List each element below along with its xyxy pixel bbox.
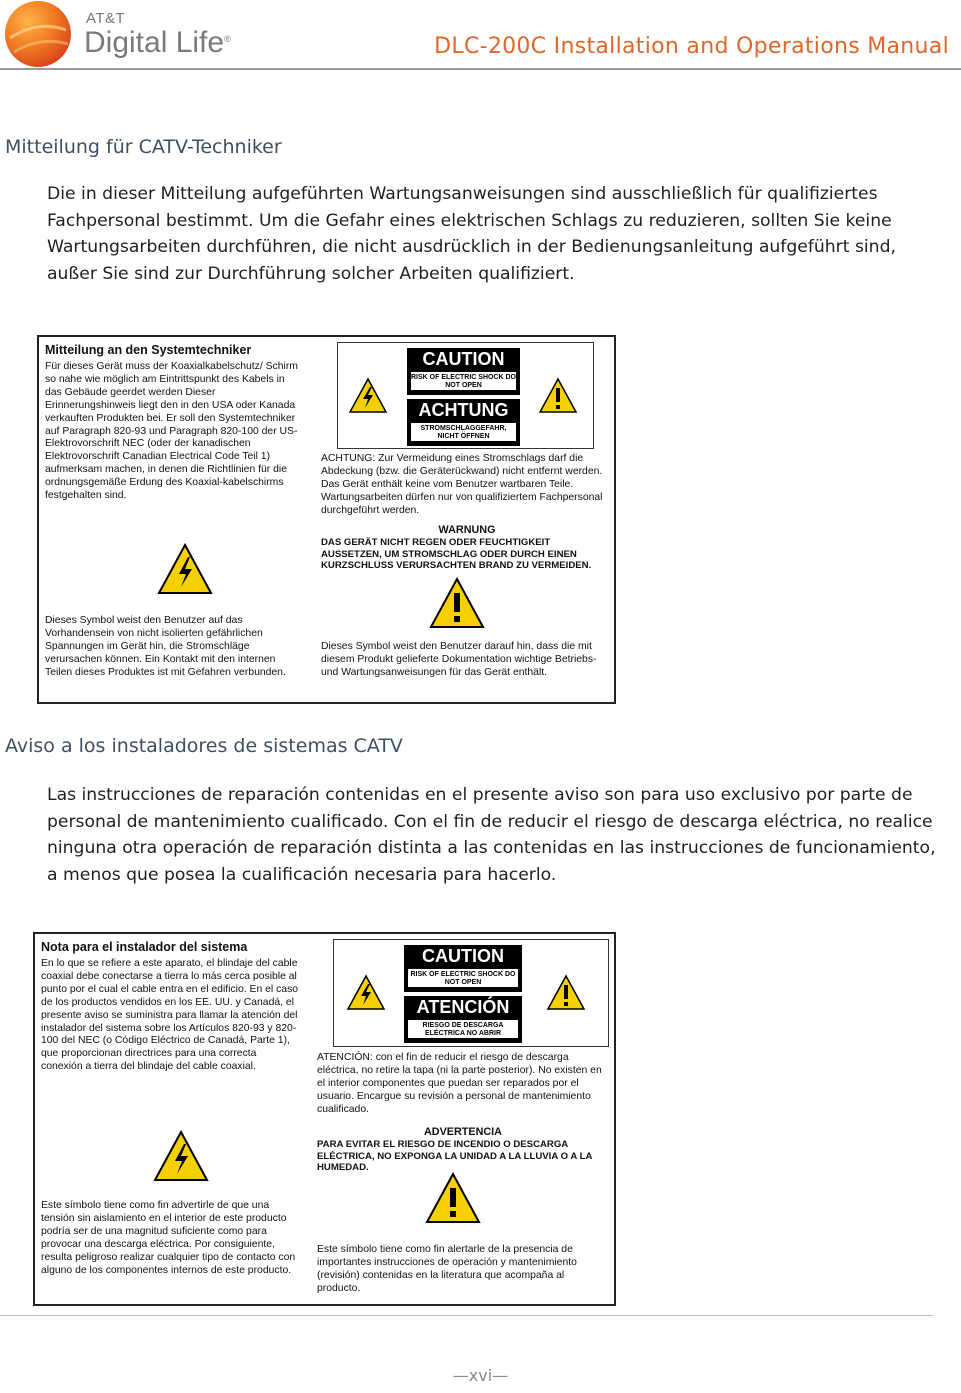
label-warning-body: DAS GERÄT NICHT REGEN ODER FEUCHTIGKEIT AUSSETZEN, UM STROMSCHLAG ODER DURCH EINEN KURZSCHLUSS VERURSACHTEN BRAND ZU VERMEIDEN. [321, 537, 592, 572]
label-left-symbol-text: Este símbolo tiene como fin advertirle de que una tensión sin aislamiento en el interior de este producto podría ser de una magnitud suficiente como para provocar una descarga eléctrica. Por consiguiente, resulta peligroso realizar cualquier tipo de contacto con alguno de los componentes internos de este producto. [41, 1200, 296, 1276]
page-number: —xvi— [452, 1366, 509, 1385]
caution-subtext: RISK OF ELECTRIC SHOCK DO NOT OPEN [410, 371, 517, 391]
caution-subtext: RISK OF ELECTRIC SHOCK DO NOT OPEN [407, 968, 519, 988]
label-left-symbol-text: Dieses Symbol weist den Benutzer auf das Vorhandensein von nicht isolierten gefährlichen Spannungen im Gerät hin, die Stromschläge verursachen können. Ein Kontakt mit den internen Teilen dieses Produktes ist mit Gefahren verbunden. [45, 615, 286, 678]
achtung-box: ACHTUNG [407, 399, 520, 446]
label-right-body: ACHTUNG: Zur Vermeidung eines Stromschlags darf die Abdeckung (bzw. die Geräterückwand) nicht entfernt werden. Das Gerät enthält keine vom Benutzer wartbaren Teile. Wartungsarbeiten dürfen nur von qualifiziertem Fachpersonal durchgeführt werden. [321, 453, 603, 516]
footer-divider [0, 1315, 933, 1316]
exclamation-warning-icon [546, 974, 586, 1011]
lightning-warning-icon [348, 377, 388, 414]
exclamation-warning-icon [538, 377, 578, 414]
section-paragraph-es: Las instrucciones de reparación contenidas en el presente aviso son para uso exclusivo por parte de personal de mantenimiento cualificado. Con el fin de reducir el riesgo de descarga eléctrica, no realice ninguna otra operación de reparación distinta a las contenidas en las instrucciones de funcionamiento, a menos que posea la cualificación necesaria para hacerlo. [47, 785, 936, 885]
label-warning-title: ADVERTENCIA [424, 1126, 502, 1138]
exclamation-warning-icon [429, 577, 485, 629]
brand-name: Digital Life® [84, 26, 231, 59]
atencion-subtext: RIESGO DE DESCARGA ELÉCTRICA NO ABRIR [407, 1019, 519, 1039]
label-left-title: Nota para el instalador del sistema [41, 940, 248, 954]
label-right-body: ATENCIÓN: con el fin de reducir el riesgo de descarga eléctrica, no retire la tapa (ni la parte posterior). No existen en el interior componentes que puedan ser reparados por el usuario. Encargue su revisión a personal de mantenimiento cualificado. [317, 1052, 602, 1115]
warning-label-de [37, 335, 616, 704]
lightning-warning-icon [157, 543, 213, 595]
lightning-warning-icon [153, 1130, 209, 1182]
section-paragraph-de: Die in dieser Mitteilung aufgeführten Wartungsanweisungen sind ausschließlich für qualifiziertes Fachpersonal bestimmt. Um die Gefahr eines elektrischen Schlags zu reduzieren, sollten Sie keine Wartungsarbeiten durchführen, die nicht ausdrücklich in der Bedienungsanleitung aufgeführt sind, außer Sie sind zur Durchführung solcher Arbeiten qualifiziert. [47, 184, 896, 284]
label-right-symbol-text: Este símbolo tiene como fin alertarle de la presencia de importantes instrucciones de operación y mantenimiento (revisión) contenidas en la literatura que acompaña al producto. [317, 1244, 577, 1294]
label-left-body: Für dieses Gerät muss der Koaxialkabelschutz/ Schirm so nahe wie möglich am Eintrittspunkt des Kabels in das Gebäude geerdet werden Dieser Erinnerungshinweis liegt den in den USA oder Kanada verkauften Produkten bei. Er soll den Systemtechniker auf Paragraph 820-93 und Paragraph 820-100 der US-Elektrovorschrift NEC (oder der kanadischen Elektrovorschrift Canadian Electrical Code Teil 1) aufmerksam machen, in denen die Richtlinien für die ordnungsgemäße Erdung des Koaxial-kabelschirms festgehalten sind. [45, 361, 298, 502]
exclamation-warning-icon [425, 1172, 481, 1224]
page-header [0, 0, 961, 72]
label-warning-title: WARNUNG [438, 524, 496, 536]
section-heading-es: Aviso a los instaladores de sistemas CATV [5, 735, 403, 757]
lightning-warning-icon [346, 974, 386, 1011]
caution-panel [337, 342, 594, 449]
label-warning-body: PARA EVITAR EL RIESGO DE INCENDIO O DESCARGA ELÉCTRICA, NO EXPONGA LA UNIDAD A LA LLUVIA O A LA HUMEDAD. [317, 1139, 593, 1174]
caution-panel [333, 939, 609, 1047]
achtung-subtext: STROMSCHLAGGEFAHR, NICHT ÖFFNEN [410, 422, 517, 442]
document-title: DLC-200C Installation and Operations Manual [434, 34, 949, 59]
section-heading-de: Mitteilung für CATV-Techniker [5, 136, 282, 158]
label-right-symbol-text: Dieses Symbol weist den Benutzer darauf hin, dass die mit diesem Produkt gelieferte Dokumentation wichtige Betriebs- und Wartungsanweisungen für das Gerät enthält. [321, 641, 597, 678]
warning-label-es [33, 932, 616, 1306]
atencion-box: ATENCIÓN [404, 996, 522, 1043]
header-divider [0, 68, 961, 70]
att-globe-logo-icon [4, 0, 72, 68]
label-left-body: En lo que se refiere a este aparato, el blindaje del cable coaxial debe conectarse a tierra lo más cerca posible al punto por el cual el cable entra en el edificio. En el caso de los productos vendidos en los EE. UU. y Canadá, el presente aviso se suministra para llamar la atención del instalador del sistema sobre los Artículos 820-93 y 820-100 del NEC (o Código Eléctrico de Canadá, Parte 1), que proporcionan directrices para una correcta conexión a tierra del blindaje del cable coaxial. [41, 958, 299, 1073]
caution-box: CAUTION [404, 945, 522, 992]
label-left-title: Mitteilung an den Systemtechniker [45, 343, 252, 357]
caution-box: CAUTION [407, 348, 520, 395]
brand-top-text: AT&T [86, 10, 126, 27]
